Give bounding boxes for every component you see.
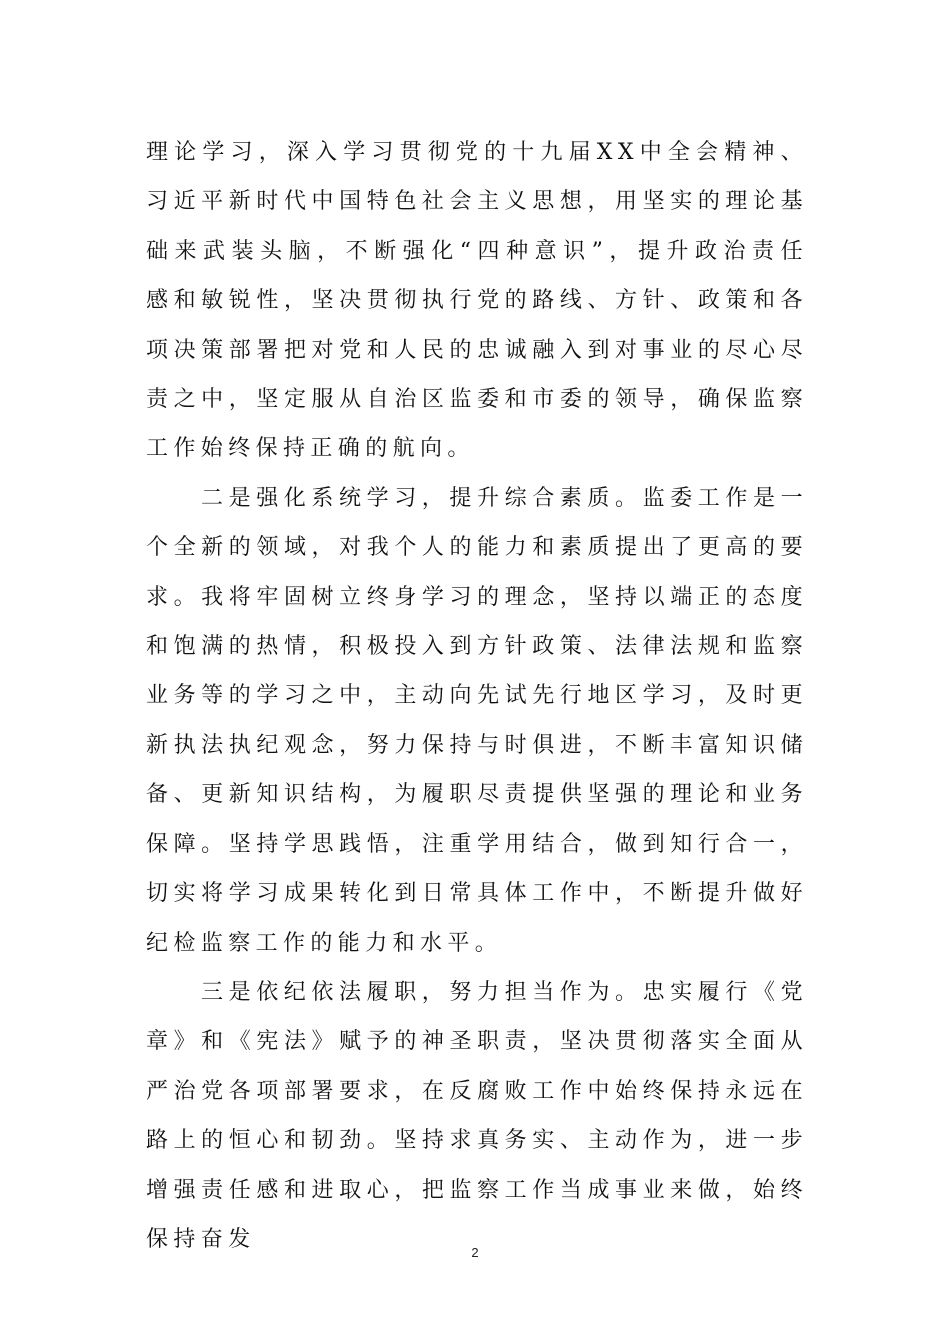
paragraph-systematic-study: 二是强化系统学习，提升综合素质。监委工作是一个全新的领域，对我个人的能力和素质提出了更高的要求。我将牢固树立终身学习的理念，坚持以端正的态度和饱满的热情，积极投入到方针政策、法律法规和监察业务等的学习之中，主动向先试先行地区学习，及时更新执法执纪观念，努力保持与时俱进，不断丰富知识储备、更新知识结构，为履职尽责提供坚强的理论和业务保障。坚持学思践悟，注重学用结合，做到知行合一，切实将学习成果转化到日常具体工作中，不断提升做好纪检监察工作的能力和水平。 bbox=[146, 485, 808, 956]
page-number: 2 bbox=[471, 1245, 479, 1260]
document-body bbox=[146, 128, 808, 1264]
paragraph-lawful-duty: 三是依纪依法履职，努力担当作为。忠实履行《党章》和《宪法》赋予的神圣职责，坚决贯彻落实全面从严治党各项部署要求，在反腐败工作中始终保持永远在路上的恒心和韧劲。坚持求真务实、主动作为，进一步增强责任感和进取心，把监察工作当成事业来做，始终保持奋发 bbox=[146, 979, 808, 1252]
paragraph-theory-study: 理论学习，深入学习贯彻党的十九届XX中全会精神、习近平新时代中国特色社会主义思想，用坚实的理论基础来武装头脑，不断强化“四种意识”，提升政治责任感和敏锐性，坚决贯彻执行党的路线、方针、政策和各项决策部署把对党和人民的忠诚融入到对事业的尽心尽责之中，坚定服从自治区监委和市委的领导，确保监察工作始终保持正确的航向。 bbox=[146, 140, 808, 462]
